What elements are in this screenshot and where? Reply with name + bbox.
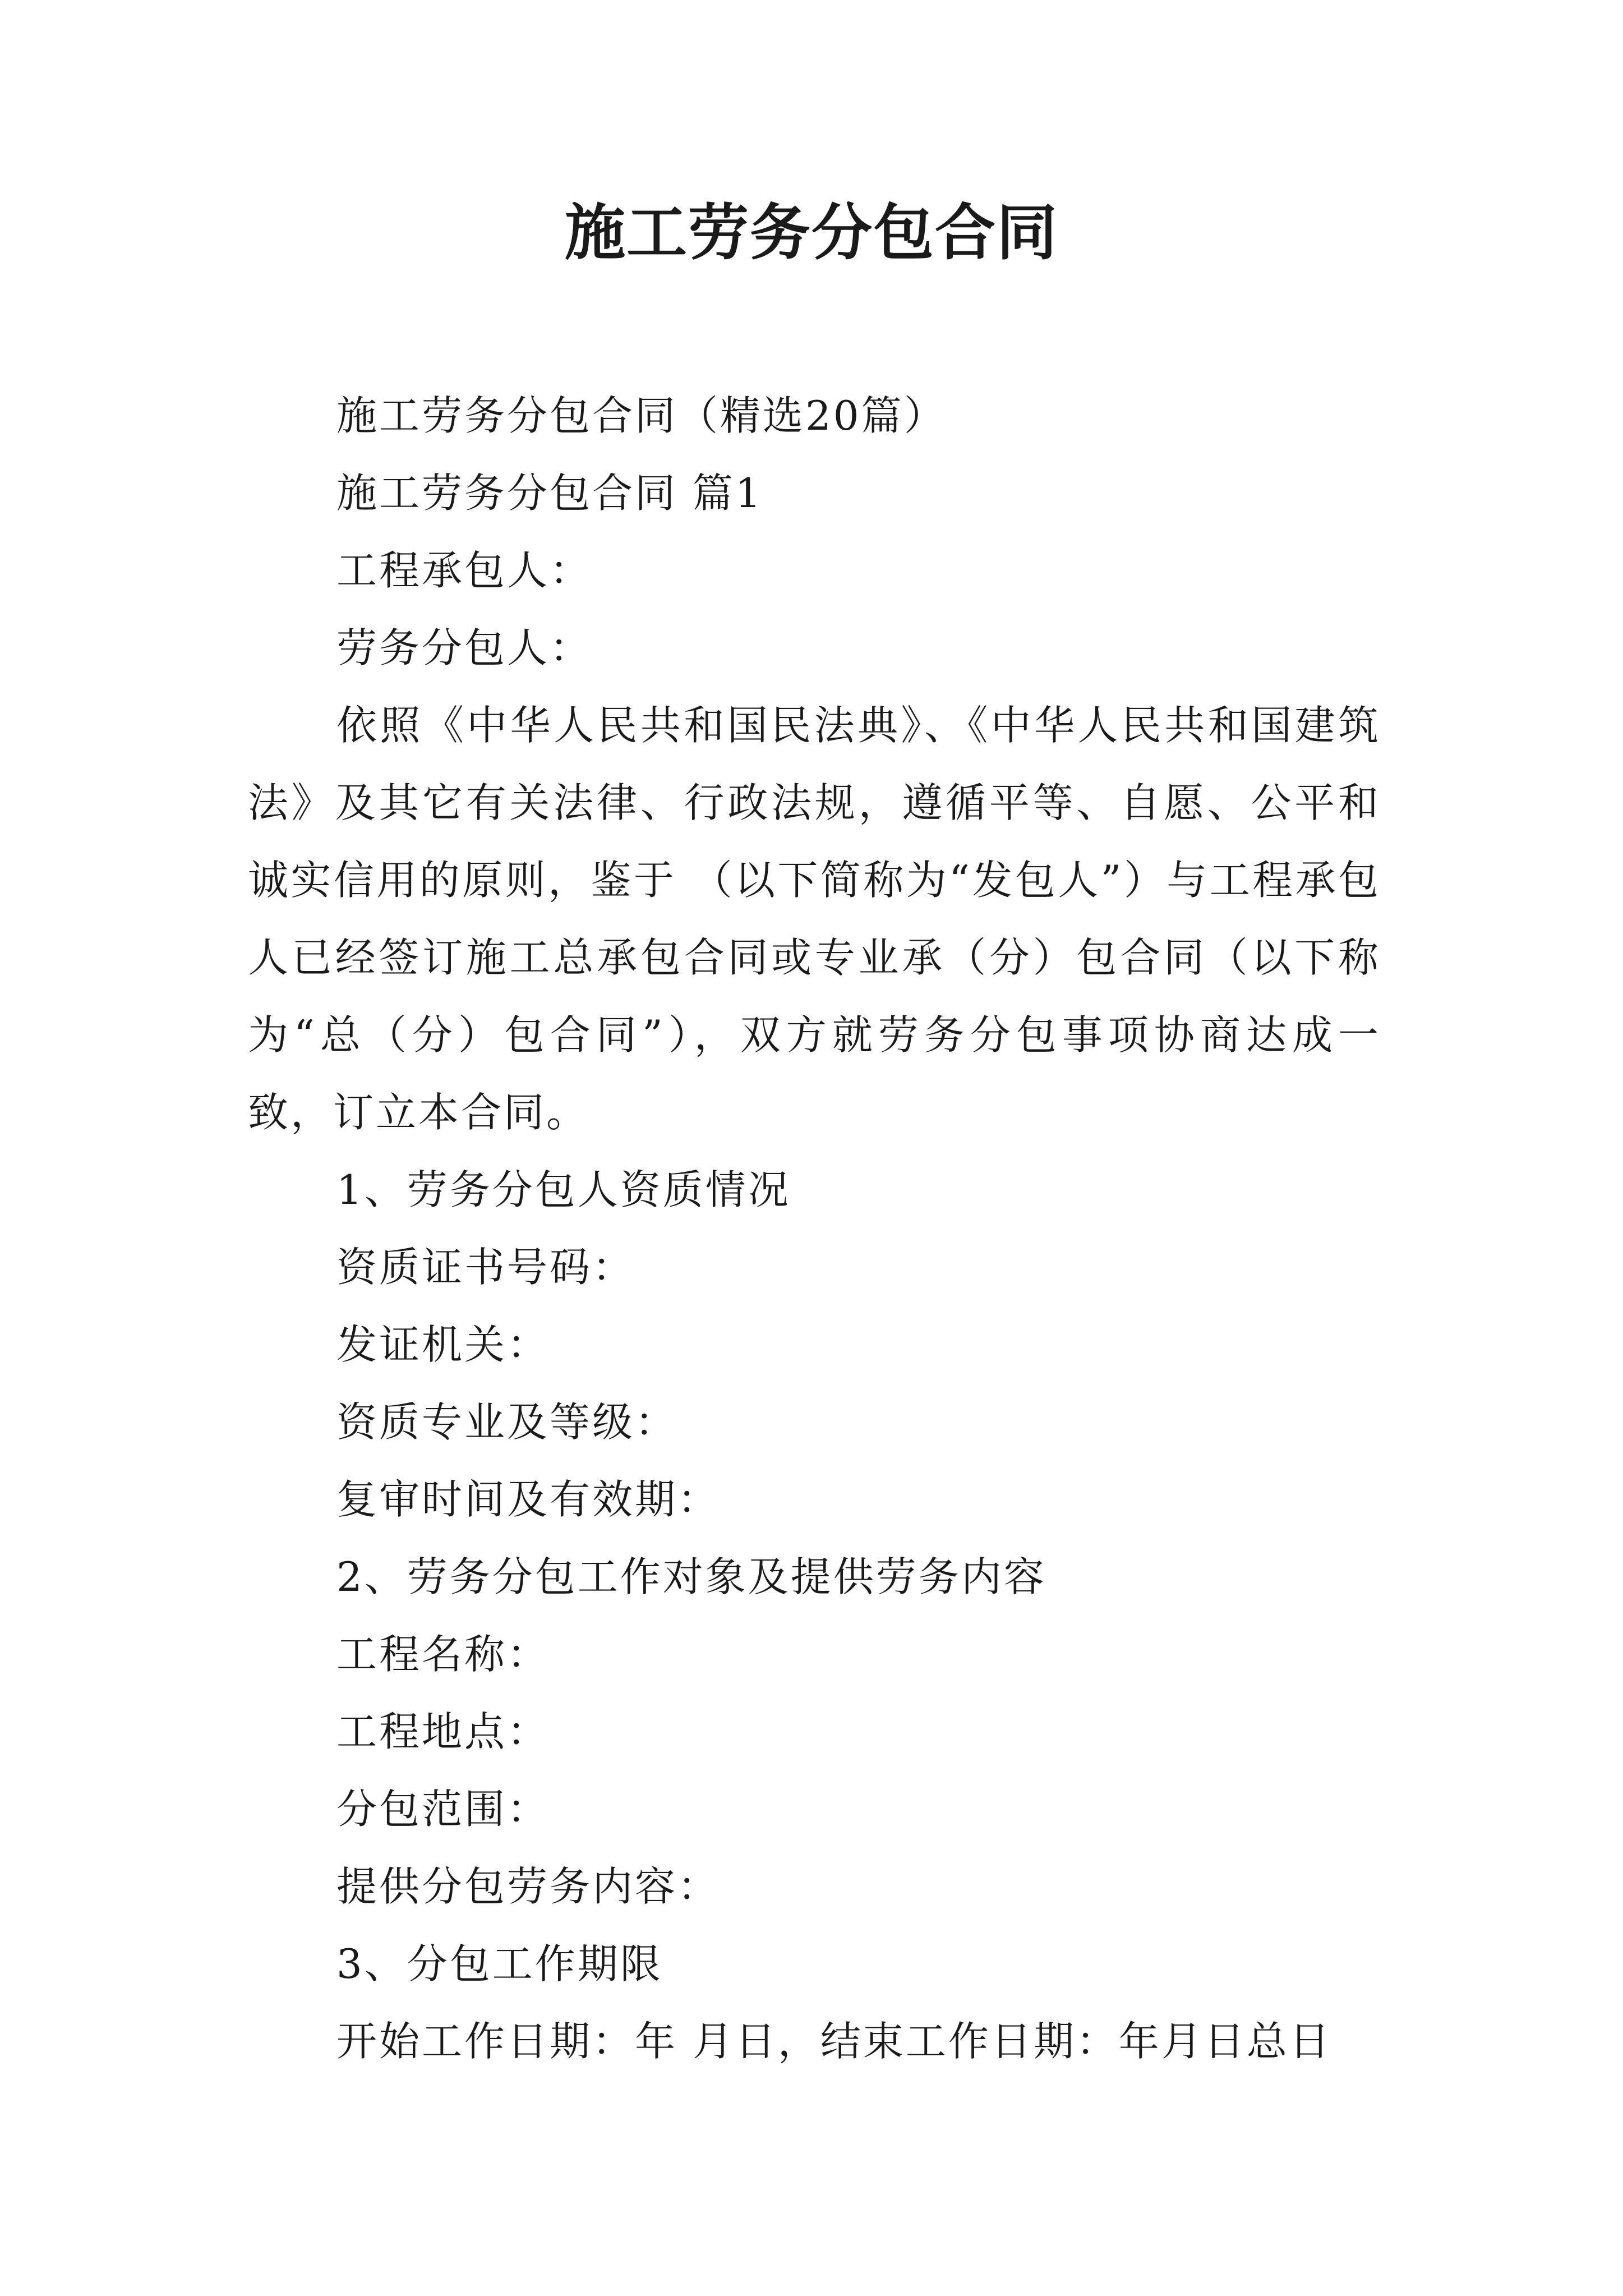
paragraph-preamble: 依照《中华人民共和国民法典》、《中华人民共和国建筑法》及其它有关法律、行政法规，遵循平等、自愿、公平和诚实信用的原则，鉴于 （以下简称为“发包人”）与工程承包人已经签订施工总承包合同或专业承（分）包合同（以下称为“总（分）包合同”），双方就劳务分包事项协商达成一致，订立本合同。 <box>248 702 1381 1136</box>
paragraph-review-validity: 复审时间及有效期： <box>336 1476 721 1523</box>
paragraph-work-dates: 开始工作日期：年 月日，结束工作日期：年月日总日 <box>336 2018 1332 2065</box>
paragraph-qualification-grade: 资质专业及等级： <box>336 1398 678 1446</box>
paragraph-labor-content: 提供分包劳务内容： <box>336 1863 721 1910</box>
paragraph-clause-2: 2、劳务分包工作对象及提供劳务内容 <box>336 1553 1046 1600</box>
paragraph-subcontract-scope: 分包范围： <box>336 1786 550 1833</box>
paragraph-subcontractor: 劳务分包人： <box>336 624 593 671</box>
paragraph-project-location: 工程地点： <box>336 1708 550 1755</box>
paragraph-issuing-authority: 发证机关： <box>336 1321 550 1368</box>
paragraph-project-name: 工程名称： <box>336 1631 550 1678</box>
document-title: 施工劳务分包合同 <box>564 197 1058 268</box>
paragraph-section-heading: 施工劳务分包合同 篇1 <box>336 470 763 517</box>
paragraph-contractor: 工程承包人： <box>336 547 593 594</box>
paragraph-subtitle: 施工劳务分包合同（精选20篇） <box>336 392 947 439</box>
paragraph-clause-1: 1、劳务分包人资质情况 <box>336 1166 791 1213</box>
paragraph-certificate-number: 资质证书号码： <box>336 1244 635 1291</box>
document-body <box>248 377 1381 2080</box>
paragraph-clause-3: 3、分包工作期限 <box>336 1940 663 1987</box>
